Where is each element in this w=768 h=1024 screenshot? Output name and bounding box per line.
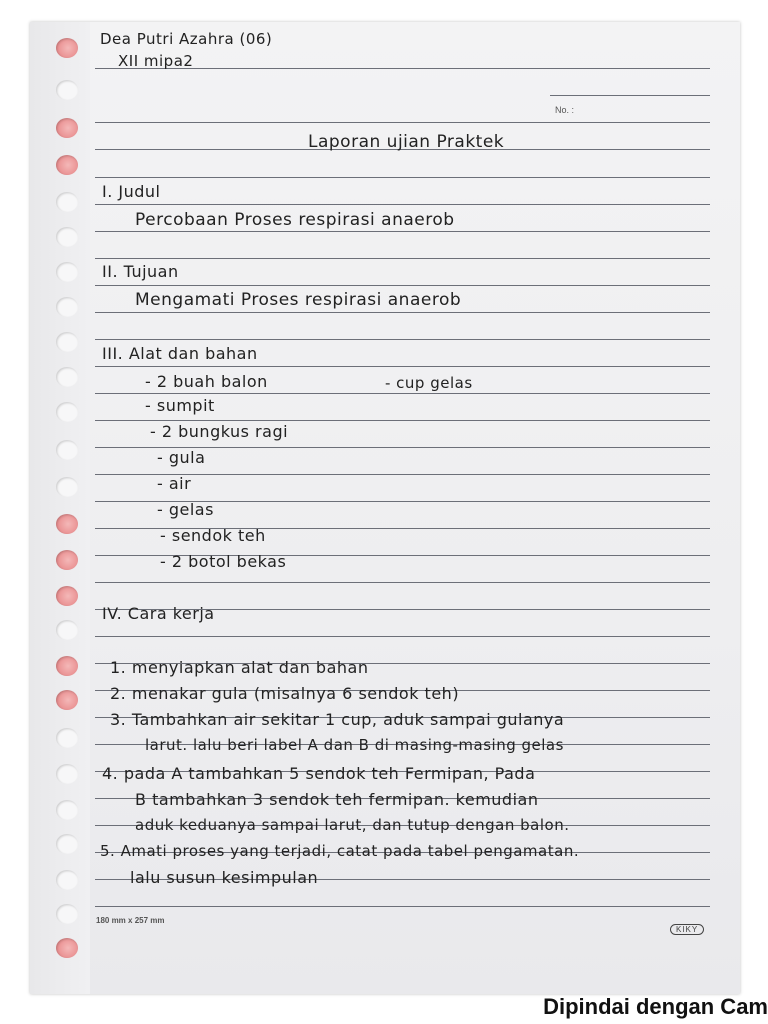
section-heading-tujuan: II. Tujuan (102, 262, 179, 281)
binder-hole (56, 227, 78, 247)
ruled-line (95, 204, 710, 205)
binder-hole (56, 367, 78, 387)
step-item: lalu susun kesimpulan (130, 868, 319, 887)
binder-hole (56, 38, 78, 58)
binder-hole (56, 402, 78, 422)
binder-hole (56, 904, 78, 924)
ruled-line (550, 95, 710, 96)
paper-size-label: 180 mm x 257 mm (96, 916, 165, 925)
binder-hole (56, 870, 78, 890)
binder-hole (56, 620, 78, 640)
binder-hole (56, 262, 78, 282)
binder-hole (56, 192, 78, 212)
number-label: No. : (555, 105, 575, 115)
binder-hole (56, 800, 78, 820)
list-item: - 2 botol bekas (160, 552, 287, 571)
list-item: - 2 bungkus ragi (150, 422, 289, 441)
brand-logo: KIKY (670, 924, 704, 935)
list-item: - sendok teh (160, 526, 266, 545)
ruled-line (95, 636, 710, 637)
step-item: 4. pada A tambahkan 5 sendok teh Fermipan, Pada (102, 764, 536, 783)
ruled-line (95, 366, 710, 367)
binder-hole (56, 477, 78, 497)
list-item: - gelas (157, 500, 214, 519)
section-heading-cara-kerja: IV. Cara kerja (102, 604, 215, 623)
binder-hole (56, 155, 78, 175)
binder-hole (56, 332, 78, 352)
list-item: - 2 buah balon (145, 372, 268, 391)
notebook-page (30, 22, 740, 994)
ruled-line (95, 906, 710, 907)
binder-hole (56, 550, 78, 570)
binder-hole (56, 80, 78, 100)
step-item: larut. lalu beri label A dan B di masing-masing gelas (145, 736, 564, 754)
student-name: Dea Putri Azahra (06) (100, 30, 273, 48)
judul-text: Percobaan Proses respirasi anaerob (135, 210, 455, 230)
ruled-line (95, 122, 710, 123)
step-item: 5. Amati proses yang terjadi, catat pada tabel pengamatan. (100, 842, 580, 860)
list-item: - gula (157, 448, 206, 467)
background-edge (0, 0, 30, 1024)
list-item: - sumpit (145, 396, 215, 415)
ruled-line (95, 258, 710, 259)
list-item: - air (157, 474, 192, 493)
ruled-line (95, 582, 710, 583)
scanner-watermark: Dipindai dengan Cam (543, 994, 768, 1019)
step-item: 2. menakar gula (misalnya 6 sendok teh) (110, 684, 460, 703)
ruled-line (95, 231, 710, 232)
binder-hole (56, 938, 78, 958)
binder-hole (56, 586, 78, 606)
step-item: aduk keduanya sampai larut, dan tutup dengan balon. (135, 816, 570, 834)
ruled-line (95, 420, 710, 421)
list-item: - cup gelas (385, 374, 473, 392)
ruled-line (95, 285, 710, 286)
binder-hole (56, 440, 78, 460)
ruled-line (95, 393, 710, 394)
step-item: B tambahkan 3 sendok teh fermipan. kemudian (135, 790, 539, 809)
tujuan-text: Mengamati Proses respirasi anaerob (135, 290, 462, 310)
section-heading-alat: III. Alat dan bahan (102, 344, 258, 363)
ruled-line (95, 177, 710, 178)
binder-hole (56, 656, 78, 676)
binder-hole (56, 297, 78, 317)
binder-hole (56, 728, 78, 748)
ruled-line (95, 312, 710, 313)
binder-hole (56, 690, 78, 710)
ruled-line (95, 339, 710, 340)
binder-hole (56, 764, 78, 784)
section-heading-judul: I. Judul (102, 182, 161, 201)
binder-hole (56, 514, 78, 534)
step-item: 3. Tambahkan air sekitar 1 cup, aduk sampai gulanya (110, 710, 565, 729)
binder-hole (56, 834, 78, 854)
step-item: 1. menyiapkan alat dan bahan (110, 658, 369, 677)
student-class: XII mipa2 (118, 52, 194, 70)
page-title: Laporan ujian Praktek (308, 132, 505, 152)
binder-hole (56, 118, 78, 138)
